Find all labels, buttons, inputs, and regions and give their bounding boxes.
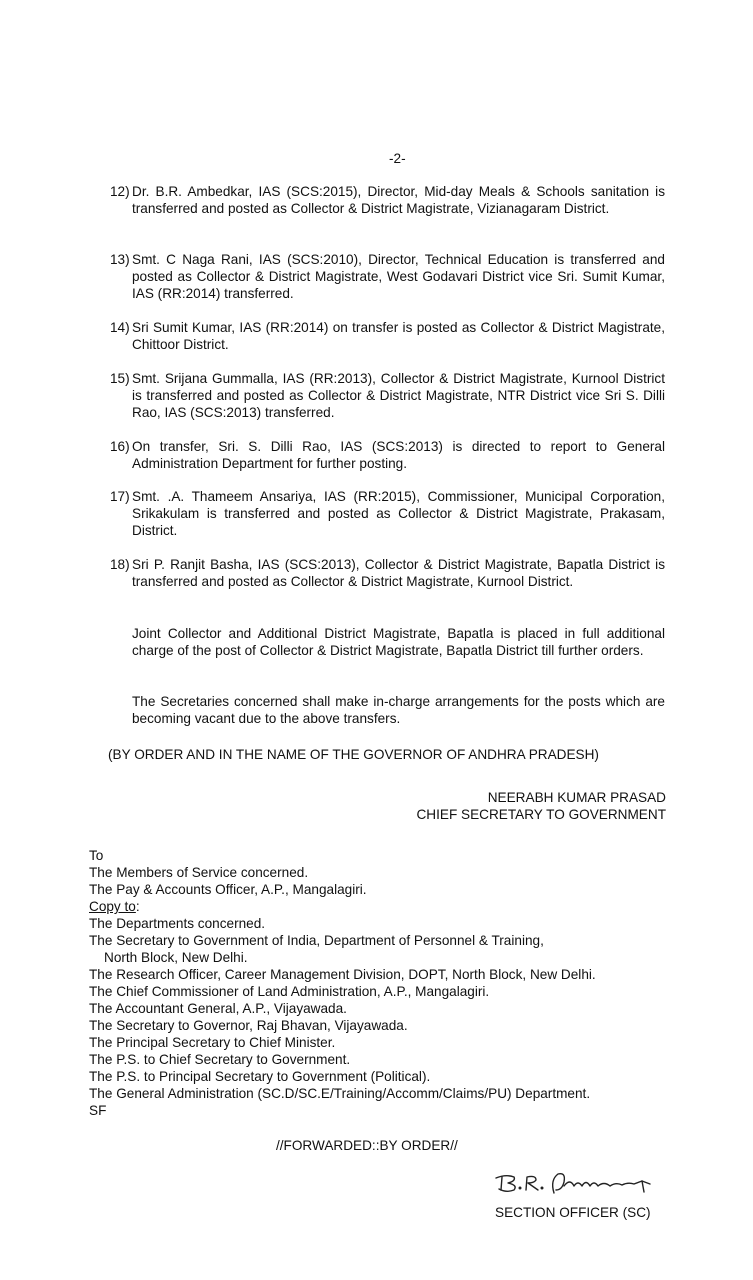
list-item: The Secretary to Governor, Raj Bhavan, Vijayawada. — [89, 1018, 408, 1033]
item-text: Smt. Srijana Gummalla, IAS (RR:2013), Collector & District Magistrate, Kurnool District is transferred and posted as Collector & District Magistrate, NTR District vice Sri S. Dilli Rao, IAS (SCS:2013) transferred. — [132, 371, 665, 420]
signatory-name: NEERABH KUMAR PRASAD — [487, 790, 666, 805]
list-item — [110, 438, 665, 472]
signatory-designation: CHIEF SECRETARY TO GOVERNMENT — [416, 807, 666, 822]
list-item — [110, 556, 665, 590]
list-item: The Secretary to Government of India, Department of Personnel & Training, — [89, 933, 544, 948]
list-item — [110, 488, 665, 539]
item-number: 13) — [110, 252, 130, 267]
item-text: Dr. B.R. Ambedkar, IAS (SCS:2015), Director, Mid-day Meals & Schools sanitation is transferred and posted as Collector & District Magistrate, Vizianagaram District. — [132, 184, 665, 216]
item-text: On transfer, Sri. S. Dilli Rao, IAS (SCS:2013) is directed to report to General Administration Department for further posting. — [132, 439, 665, 471]
list-item: The Research Officer, Career Management Division, DOPT, North Block, New Delhi. — [89, 967, 596, 982]
list-item: The Chief Commissioner of Land Administration, A.P., Mangalagiri. — [89, 984, 490, 999]
list-item: The Pay & Accounts Officer, A.P., Mangalagiri. — [89, 882, 367, 897]
list-item — [110, 183, 665, 217]
handwritten-signature — [492, 1168, 662, 1204]
copy-to-heading — [89, 898, 709, 915]
signatory-block — [391, 789, 666, 823]
item-text: Sri P. Ranjit Basha, IAS (SCS:2013), Collector & District Magistrate, Bapatla District is transferred and posted as Collector & District Magistrate, Kurnool District. — [132, 557, 665, 589]
paragraph: The Secretaries concerned shall make in-charge arrangements for the posts which are becoming vacant due to the above transfers. — [132, 694, 665, 726]
item-number: 15) — [110, 371, 130, 386]
list-item: SF — [89, 1103, 107, 1118]
list-item — [110, 319, 665, 353]
copy-to-label: Copy to — [89, 899, 136, 914]
list-item: The Principal Secretary to Chief Minister. — [89, 1035, 336, 1050]
list-item: The Accountant General, A.P., Vijayawada. — [89, 1001, 347, 1016]
forwarded-line: //FORWARDED::BY ORDER// — [276, 1138, 458, 1153]
item-text: Smt. .A. Thameem Ansariya, IAS (RR:2015), Commissioner, Municipal Corporation, Srikakulam is transferred and posted as Collector & District Magistrate, Prakasam, District. — [132, 489, 665, 538]
item-number: 14) — [110, 320, 130, 335]
list-item — [110, 251, 665, 302]
paragraph: Joint Collector and Additional District Magistrate, Bapatla is placed in full additional charge of the post of Collector & District Magistrate, Bapatla District till further orders. — [132, 626, 665, 658]
list-item: The P.S. to Principal Secretary to Government (Political). — [89, 1069, 431, 1084]
list-item: The General Administration (SC.D/SC.E/Training/Accomm/Claims/PU) Department. — [89, 1086, 591, 1101]
order-line: (BY ORDER AND IN THE NAME OF THE GOVERNOR OF ANDHRA PRADESH) — [108, 747, 599, 762]
to-label: To — [89, 848, 104, 863]
item-number: 16) — [110, 439, 130, 454]
section-officer: SECTION OFFICER (SC) — [495, 1205, 651, 1220]
item-number: 12) — [110, 184, 130, 199]
list-item: The Departments concerned. — [89, 916, 266, 931]
list-item: The P.S. to Chief Secretary to Government. — [89, 1052, 351, 1067]
distribution-list — [89, 847, 709, 1119]
item-number: 18) — [110, 557, 130, 572]
list-item — [110, 370, 665, 421]
item-number: 17) — [110, 489, 130, 504]
copy-to-colon: : — [135, 899, 140, 914]
item-text: Sri Sumit Kumar, IAS (RR:2014) on transfer is posted as Collector & District Magistrate, Chittoor District. — [132, 320, 665, 352]
page-number: -2- — [389, 151, 406, 166]
list-item: The Members of Service concerned. — [89, 865, 309, 880]
item-text: Smt. C Naga Rani, IAS (SCS:2010), Director, Technical Education is transferred and posted as Collector & District Magistrate, West Godavari District vice Sri. Sumit Kumar, IAS (RR:2014) transferred. — [132, 252, 665, 301]
list-item: North Block, New Delhi. — [104, 950, 248, 965]
